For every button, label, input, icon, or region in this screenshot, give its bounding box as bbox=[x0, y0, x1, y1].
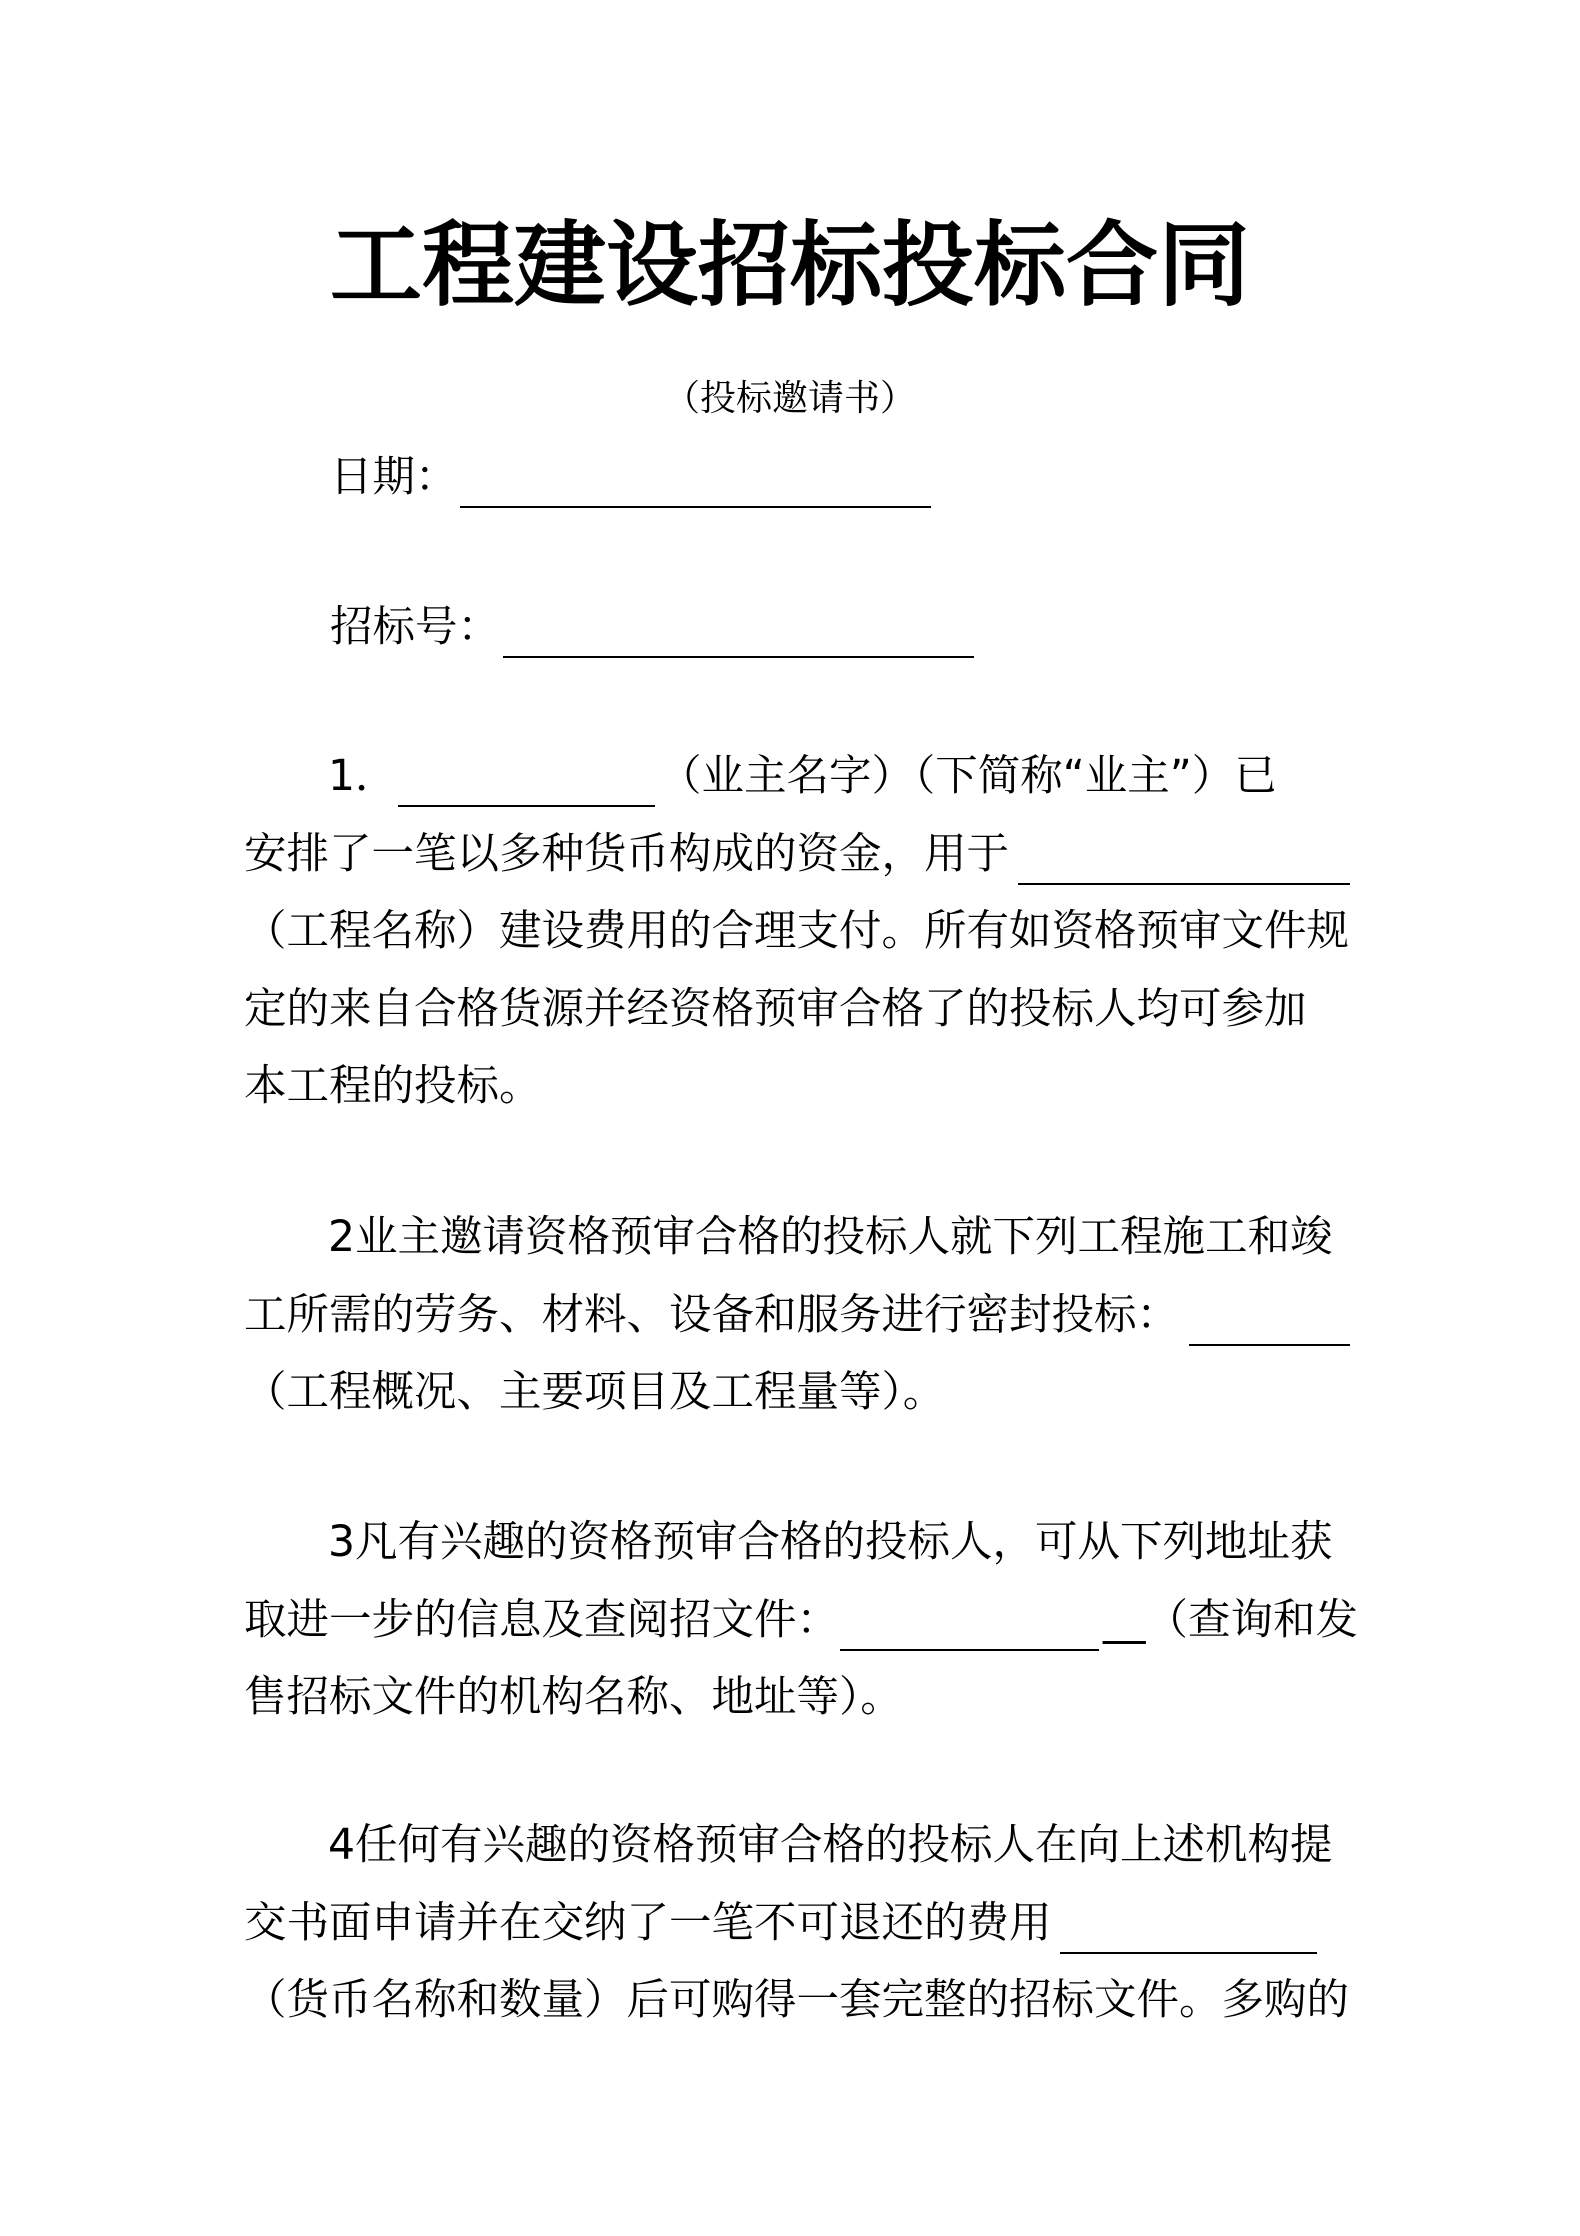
paragraph-1-line-1-text: （业主名字）（下简称“业主”）已 bbox=[659, 752, 1277, 801]
owner-name-blank-line bbox=[398, 749, 655, 807]
paragraph-1-line-4: 定的来自合格货源并经资格预审合格了的投标人均可参加 bbox=[244, 985, 1307, 1034]
paragraph-2-line-2: 工所需的劳务、材料、设备和服务进行密封投标： bbox=[244, 1291, 1180, 1340]
paragraph-3-line-1: 3凡有兴趣的资格预审合格的投标人，可从下列地址获 bbox=[328, 1518, 1333, 1567]
paragraph-1-line-2: 安排了一笔以多种货币构成的资金，用于 bbox=[244, 830, 1010, 879]
paragraph-4-line-3: （货币名称和数量）后可购得一套完整的招标文件。多购的 bbox=[244, 1976, 1350, 2025]
paragraph-4-line-2: 交书面申请并在交纳了一笔不可退还的费用 bbox=[244, 1899, 1052, 1948]
tender-number-blank-line bbox=[503, 600, 974, 658]
fee-amount-blank-line bbox=[1060, 1896, 1317, 1954]
project-overview-blank-line bbox=[1189, 1288, 1350, 1346]
tender-number-label: 招标号： bbox=[330, 603, 501, 652]
paragraph-3-line-3: 售招标文件的机构名称、地址等）。 bbox=[244, 1673, 903, 1722]
project-name-blank-line bbox=[1018, 827, 1350, 885]
document-title: 工程建设招标投标合同 bbox=[329, 212, 1250, 319]
paragraph-1-line-3: （工程名称）建设费用的合理支付。所有如资格预审文件规 bbox=[244, 907, 1350, 956]
paragraph-1-line-5: 本工程的投标。 bbox=[244, 1062, 542, 1111]
document-subtitle: （投标邀请书） bbox=[663, 378, 916, 419]
date-label: 日期： bbox=[330, 453, 458, 502]
paragraph-2-line-3: （工程概况、主要项目及工程量等）。 bbox=[244, 1368, 946, 1417]
paragraph-2-line-1: 2业主邀请资格预审合格的投标人就下列工程施工和竣 bbox=[328, 1213, 1333, 1262]
paragraph-1-number: 1． bbox=[328, 752, 398, 801]
date-blank-line bbox=[460, 450, 931, 508]
paragraph-4-line-1: 4任何有兴趣的资格预审合格的投标人在向上述机构提 bbox=[328, 1821, 1333, 1870]
paragraph-3-line-2-tail: __（查询和发 bbox=[1103, 1596, 1359, 1645]
paragraph-3-line-2-text: 取进一步的信息及查阅招文件： bbox=[244, 1596, 840, 1645]
inquiry-agency-blank-line bbox=[840, 1593, 1099, 1651]
